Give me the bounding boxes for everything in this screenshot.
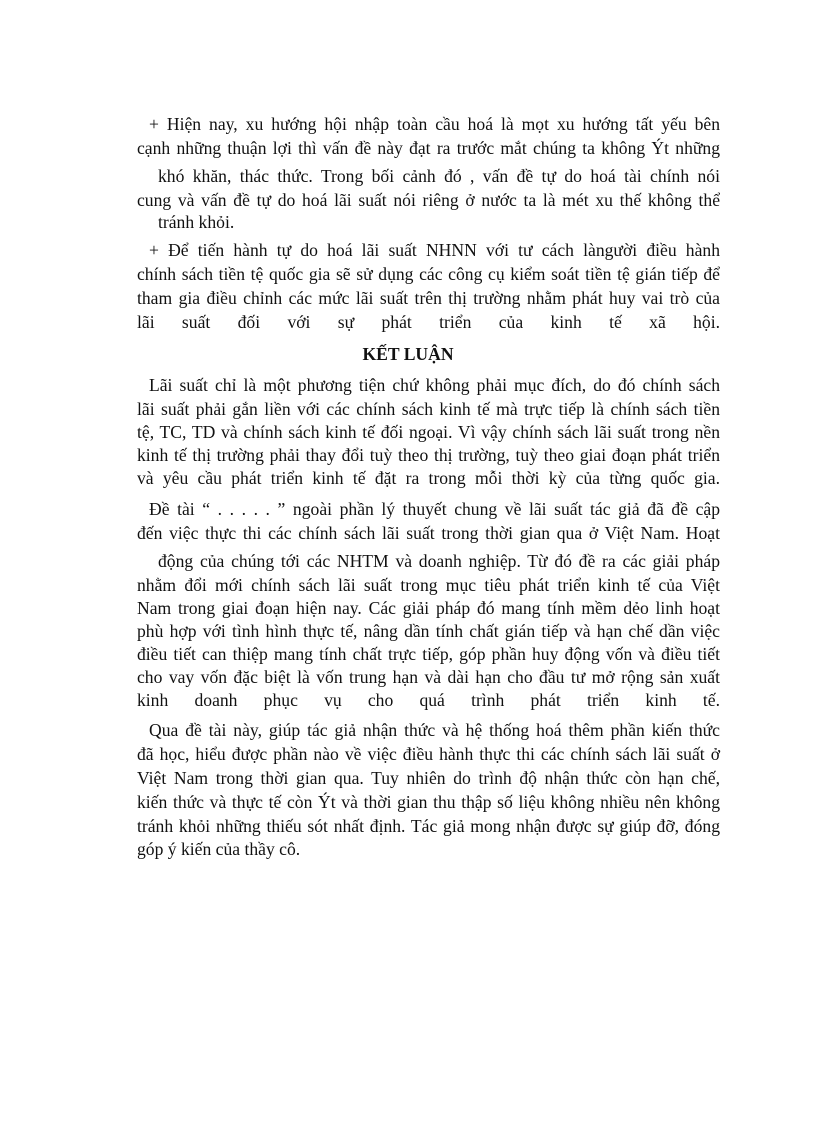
paragraph-line: lãi suất đối với sự phát triển của kinh tế xã hội. bbox=[137, 312, 720, 332]
paragraph-line: khó khăn, thác thức. Trong bối cảnh đó , vấn đề tự do hoá tài chính nói bbox=[158, 166, 720, 186]
paragraph-line: đến việc thực thi các chính sách lãi suất trong thời gian qua ở Việt Nam. Hoạt bbox=[137, 523, 720, 543]
paragraph-line: cung và vấn đề tự do hoá lãi suất nói riêng ở nước ta là mét xu thế không thể bbox=[137, 190, 720, 210]
paragraph-line: + Để tiến hành tự do hoá lãi suất NHNN với tư cách làngười điều hành bbox=[149, 240, 720, 260]
paragraph-line: và yêu cầu phát triển kinh tế đặt ra trong mỗi thời kỳ của từng quốc gia. bbox=[137, 468, 720, 488]
paragraph-line: tệ, TC, TD và chính sách kinh tế đối ngoại. Vì vậy chính sách lãi suất trong nền bbox=[137, 422, 720, 442]
paragraph-line: Nam trong giai đoạn hiện nay. Các giải pháp đó mang tính mềm dẻo linh hoạt bbox=[137, 598, 720, 618]
paragraph-line: Qua đề tài này, giúp tác giả nhận thức và hệ thống hoá thêm phần kiến thức bbox=[149, 720, 720, 740]
paragraph-line: tránh khỏi. bbox=[158, 212, 235, 232]
paragraph-line: Việt Nam trong thời gian qua. Tuy nhiên do trình độ nhận thức còn hạn chế, bbox=[137, 768, 720, 788]
paragraph-line: Lãi suất chỉ là một phương tiện chứ không phải mục đích, do đó chính sách bbox=[149, 375, 720, 395]
paragraph-line: chính sách tiền tệ quốc gia sẽ sử dụng các công cụ kiểm soát tiền tệ gián tiếp để bbox=[137, 264, 720, 284]
paragraph-line: động của chúng tới các NHTM và doanh nghiệp. Từ đó đề ra các giải pháp bbox=[158, 551, 720, 571]
paragraph-line: đã học, hiểu được phần nào về việc điều hành thực thi các chính sách lãi suất ở bbox=[137, 744, 720, 764]
paragraph-line: tránh khỏi những thiếu sót nhất định. Tác giả mong nhận được sự giúp đỡ, đóng bbox=[137, 816, 720, 836]
paragraph-line: cho vay vốn đặc biệt là vốn trung hạn và dài hạn cho đầu tư mở rộng sản xuất bbox=[137, 667, 720, 687]
section-heading: KẾT LUẬN bbox=[362, 344, 454, 364]
paragraph-line: điều tiết can thiệp mang tính chất trực tiếp, góp phần huy động vốn và điều tiết bbox=[137, 644, 720, 664]
paragraph-line: kinh doanh phục vụ cho quá trình phát triển kinh tế. bbox=[137, 690, 720, 710]
paragraph-line: tham gia điều chỉnh các mức lãi suất trên thị trường nhằm phát huy vai trò của bbox=[137, 288, 720, 308]
paragraph-line: kiến thức và thực tế còn Ýt và thời gian thu thập số liệu không nhiều nên không bbox=[137, 792, 720, 812]
paragraph-line: cạnh những thuận lợi thì vấn đề này đạt ra trước mắt chúng ta không Ýt những bbox=[137, 138, 720, 158]
paragraph-line: nhằm đổi mới chính sách lãi suất trong mục tiêu phát triển kinh tế của Việt bbox=[137, 575, 720, 595]
paragraph-line: lãi suất phải gắn liền với các chính sách kinh tế mà trực tiếp là chính sách tiền bbox=[137, 399, 720, 419]
paragraph-line: kinh tế thị trường phải thay đổi tuỳ theo thị trường, tuỳ theo giai đoạn phát triển bbox=[137, 445, 720, 465]
paragraph-line: góp ý kiến của thầy cô. bbox=[137, 839, 301, 859]
paragraph-line: phù hợp với tình hình thực tế, nâng dần tính chất gián tiếp và hạn chế dần việc bbox=[137, 621, 720, 641]
paragraph-line: Đề tài “ . . . . . ” ngoài phần lý thuyết chung về lãi suất tác giả đã đề cập bbox=[149, 499, 720, 519]
paragraph-line: + Hiện nay, xu hướng hội nhập toàn cầu hoá là mọt xu hướng tất yếu bên bbox=[149, 114, 720, 134]
